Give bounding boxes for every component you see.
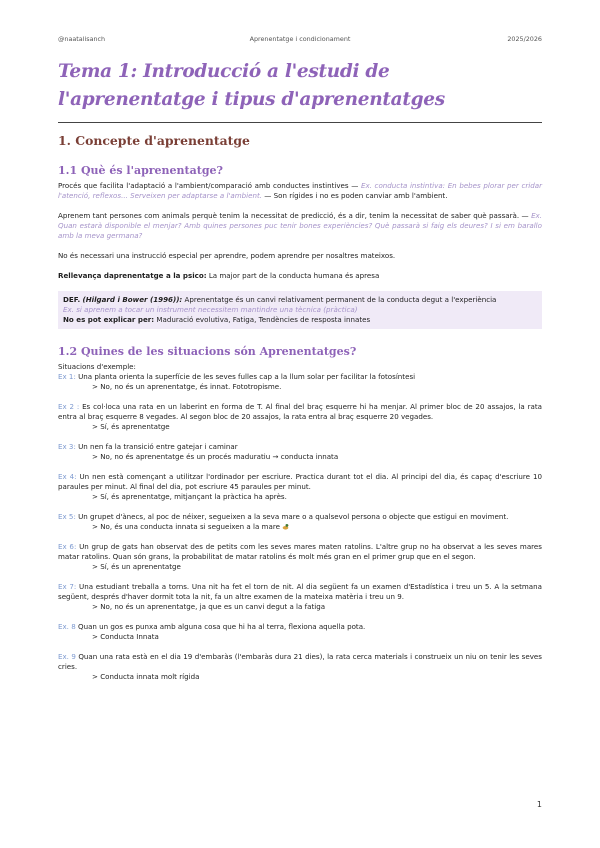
header-author: @naatalisanch [58,35,106,43]
p1-tail: — Son rígides i no es poden canviar amb l'ambient. [264,191,448,200]
example-text [58,402,542,422]
example-body: Quan una rata està en el dia 19 d'embaràs (l'embaràs dura 21 dies), la rata cerca materials i construeix un niu on tenir les seves cries. [58,652,542,671]
example-body: Una planta orienta la superfície de les seves fulles cap a la llum solar per facilitar la fotosíntesi [78,372,416,381]
section-heading: 1. Concepte d'aprenentatge [58,133,250,148]
example-text [58,652,542,672]
example-label: Ex 3: [58,442,76,451]
def-no-label: No es pot explicar per: [63,315,155,324]
example-label: Ex 4: [58,472,77,481]
duck-icon [282,523,289,530]
example-body: Un grupet d'ànecs, al poc de néixer, segueixen a la seva mare o a qualsevol persona o objecte que estigui en moviment. [78,512,509,521]
example-label: Ex 7: [58,582,77,591]
example-label: Ex 5: [58,512,76,521]
example-text [58,542,542,562]
subsection-heading-1: 1.1 Què és l'aprenentatge? [58,164,223,177]
example-text [58,372,542,382]
example-item [58,372,542,392]
page-header [58,35,542,45]
def-label: DEF. [63,295,81,304]
example-item [58,542,542,572]
definition-box [58,291,542,329]
def-example: Ex. si aprenem a tocar un instrument necessitem mantindre una tècnica (pràctica) [63,305,358,314]
page-title: Tema 1: Introducció a l'estudi de l'aprenentatge i tipus d'aprenentatges [58,61,445,110]
example-body: Es col·loca una rata en un laberint en forma de T. Al final del braç esquerre hi ha menjar. Al primer bloc de 20 assajos, la rata entra al braç esquerre 8 vegades. Al segon bloc de 20 assajos, la rata entra al braç esquerre 20 vegades. [58,402,542,421]
header-year: 2025/2026 [507,35,542,43]
title-divider [58,122,542,123]
p2-text: Aprenem tant persones com animals perquè tenim la necessitat de predicció, és a dir, tenim la necessitat de saber què passarà. — [58,211,529,220]
page-number: 1 [536,800,542,809]
example-answer: > Sí, és aprenentatge, mitjançant la pràctica ha après. [92,492,287,501]
example-answer: > Conducta Innata [92,632,159,641]
example-label: Ex. 8 [58,622,76,631]
def-text: Aprenentatge és un canvi relativament permanent de la conducta degut a l'experiència [184,295,497,304]
paragraph-prediction [58,211,542,241]
example-body: Una estudiant treballa a torns. Una nit ha fet el torn de nit. Al dia següent fa un examen d'Estadística i treu un 5. A la setmana següent, després d'haver dormit tota la nit, fa un altre examen de la mateixa matèria i treu un 9. [58,582,542,601]
example-answer: > Sí, és aprenentatge [92,422,170,431]
example-item [58,472,542,502]
header-subject: Aprenentatge i condicionament [249,35,351,43]
example-label: Ex. 9 [58,652,76,661]
example-item [58,652,542,682]
paragraph-adaptation [58,181,542,201]
example-body: Un nen està començant a utilitzar l'ordinador per escriure. Practica durant tot el dia. Al principi del dia, és capaç d'escriure 10 paraules per minut. Al final del dia, pot escriure 45 paraules per minut. [58,472,542,491]
example-answer: > No, no és aprenentatge és un procés maduratiu → conducta innata [92,452,339,461]
example-item [58,442,542,462]
example-label: Ex 2 : [58,402,80,411]
p1-text: Procés que facilita l'adaptació a l'ambient/comparació amb conductes instintives — [58,181,359,190]
def-author: (Hilgard i Bower (1996)): [82,295,183,304]
example-text [58,582,542,602]
example-item [58,582,542,612]
example-answer-text: > No, és una conducta innata si segueixen a la mare [92,522,280,531]
relevance-label: Rellevança daprenentatge a la psico: [58,271,207,280]
def-no-text: Maduració evolutiva, Fatiga, Tendències de resposta innates [156,315,371,324]
example-item [58,512,542,532]
example-answer [58,522,542,532]
example-item [58,402,542,432]
example-text [58,472,542,492]
example-body: Quan un gos es punxa amb alguna cosa que hi ha al terra, flexiona aquella pota. [77,622,366,631]
example-label: Ex 1: [58,372,76,381]
subsection-heading-2: 1.2 Quines de les situacions són Aprenentatges? [58,345,357,358]
examples-intro: Situacions d'exemple: [58,362,136,371]
example-text [58,622,542,632]
p1-example: Ex. conducta instintiva: En bebes plorar per cridar l'atenció, reflexos... Serveixen per adaptarse a l'ambient. [58,181,542,200]
relevance-text: La major part de la conducta humana és apresa [208,271,380,280]
p2-example: Ex. Quan estarà disponible el menjar? Amb quines persones puc tenir bones experiències? Què passarà si faig els deures? I si em barallo amb la meva germana? [58,211,542,240]
paragraph-instruction: No és necessari una instrucció especial per aprendre, podem aprendre per nosaltres mateixos. [58,251,396,260]
example-body: Un grup de gats han observat des de petits com les seves mares maten ratolins. L'altre grup no ha observat a les seves mares matar ratolins. Quan són grans, la probabilitat de matar ratolins és molt més gran en el primer grup que en el segon. [58,542,542,561]
main-content [58,58,542,692]
example-body: Un nen fa la transició entre gatejar i caminar [78,442,238,451]
example-answer: > Conducta innata molt rígida [92,672,200,681]
example-text [58,512,542,522]
def-exclusions [63,315,537,325]
example-answer: > Sí, és un aprenentatge [92,562,181,571]
example-answer: > No, no és un aprenentatge, ja que es un canvi degut a la fatiga [92,602,326,611]
example-text [58,442,542,452]
paragraph-relevance [58,271,542,281]
example-label: Ex 6: [58,542,77,551]
definition-line [63,295,537,305]
example-answer: > No, no és un aprenentatge, és innat. Fototropisme. [92,382,282,391]
example-item [58,622,542,642]
